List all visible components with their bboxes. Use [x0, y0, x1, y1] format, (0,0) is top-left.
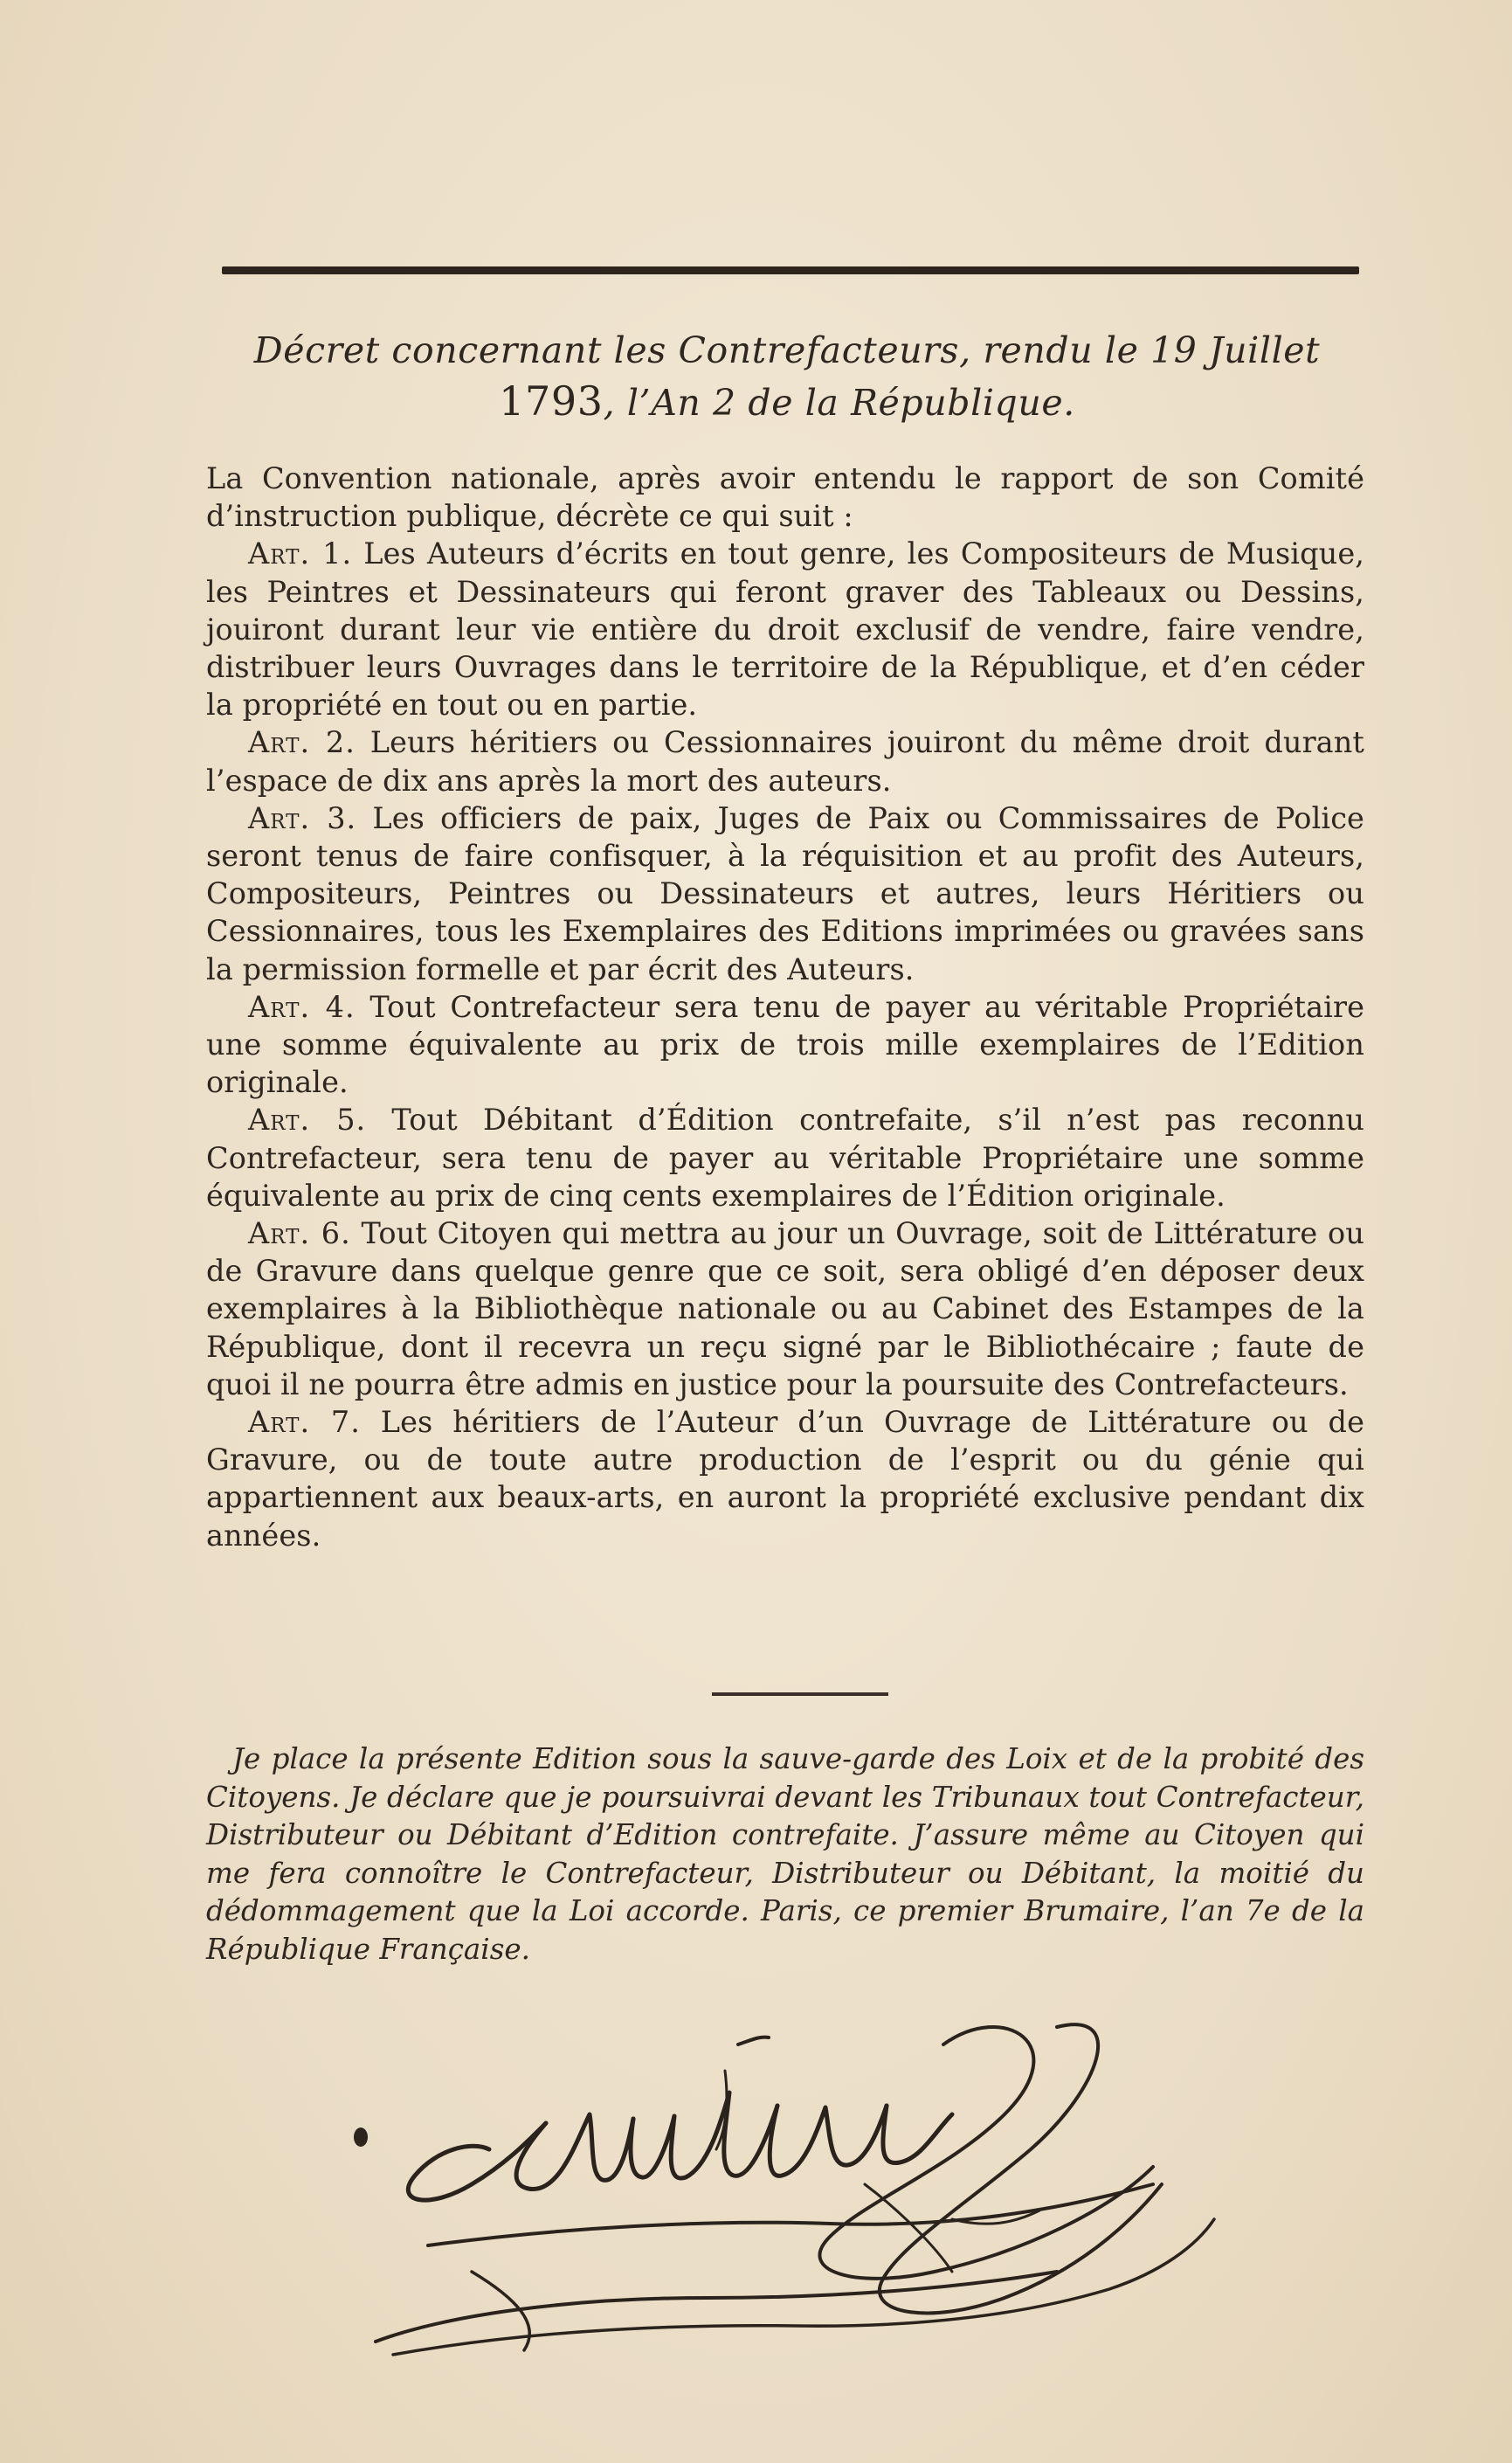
- article-2: [206, 723, 1364, 799]
- article-label: Art. 1.: [248, 536, 353, 571]
- article-label: Art. 4.: [248, 989, 356, 1024]
- article-text: Les héritiers de l’Auteur d’un Ouvrage de Littérature ou de Gravure, ou de toute autre production de l’esprit ou du génie qui appartiennent aux beaux-arts, en auront la propriété exclusive pendant dix années.: [206, 1405, 1365, 1553]
- article-text: Les Auteurs d’écrits en tout genre, les Compositeurs de Musique, les Peintres et Dessinateurs qui feront graver des Tableaux ou Dessins, jouiront durant leur vie entière du droit exclusif de vendre, faire vendre, distribuer leurs Ouvrages dans le territoire de la République, et d’en céder la propriété en tout ou en partie.: [206, 536, 1364, 723]
- article-text: Tout Débitant d’Édition contrefaite, s’il n’est pas reconnu Contrefacteur, sera tenu de payer au véritable Propriétaire une somme équivalente au prix de cinq cents exemplaires de l’Édition originale.: [206, 1103, 1364, 1213]
- article-text: Tout Contrefacteur sera tenu de payer au véritable Propriétaire une somme équivalente au prix de trois mille exemplaires de l’Edition originale.: [206, 989, 1364, 1100]
- article-label: Art. 5.: [248, 1103, 367, 1138]
- article-label: Art. 6.: [248, 1216, 351, 1251]
- preamble: La Convention nationale, après avoir entendu le rapport de son Comité d’instruction publique, décrète ce qui suit :: [206, 461, 1364, 534]
- article-label: Art. 3.: [248, 800, 357, 835]
- title-year: 1793: [499, 377, 604, 425]
- publisher-declaration: Je place la présente Edition sous la sauve-garde des Loix et de la probité des Citoyens. Je déclare que je poursuivrai devant les Tribunaux tout Contrefacteur, Distributeur ou Débitant d’Edition contrefaite. J’assure même au Citoyen qui me fera connoître le Contrefacteur, Distributeur ou Débitant, la moitié du dédommagement que la Loi accorde. Paris, ce premier Brumaire, l’an 7e de la République Française.: [206, 1742, 1364, 1966]
- article-text: Tout Citoyen qui mettra au jour un Ouvrage, soit de Littérature ou de Gravure dans quelque genre que ce soit, sera obligé d’en déposer deux exemplaires à la Bibliothèque nationale ou au Cabinet des Estampes de la République, dont il recevra un reçu signé par le Bibliothécaire ; faute de quoi il ne pourra être admis en justice pour la poursuite des Contrefacteurs.: [206, 1216, 1365, 1401]
- top-rule: [222, 266, 1359, 274]
- article-label: Art. 2.: [248, 725, 356, 760]
- title-line-2: , l’An 2 de la République.: [603, 382, 1075, 424]
- article-7: [206, 1403, 1364, 1554]
- handwritten-signature: [341, 2010, 1336, 2394]
- article-1: [206, 535, 1364, 723]
- article-4: [206, 988, 1364, 1102]
- title-line-1: Décret concernant les Contrefacteurs, rendu le 19 Juillet: [253, 329, 1321, 371]
- section-divider: [712, 1692, 888, 1696]
- decree-title: [206, 325, 1368, 428]
- article-5: [206, 1101, 1364, 1214]
- article-3: [206, 799, 1364, 988]
- article-text: Leurs héritiers ou Cessionnaires jouiront du même droit durant l’espace de dix ans après la mort des auteurs.: [206, 725, 1364, 798]
- article-text: Les officiers de paix, Juges de Paix ou Commissaires de Police seront tenus de faire confisquer, à la réquisition et au profit des Auteurs, Compositeurs, Peintres ou Dessinateurs et autres, leurs Héritiers ou Cessionnaires, tous les Exemplaires des Editions imprimées ou gravées sans la permission formelle et par écrit des Auteurs.: [206, 800, 1364, 986]
- decree-body: [206, 460, 1364, 1554]
- article-6: [206, 1214, 1364, 1403]
- article-label: Art. 7.: [248, 1405, 361, 1440]
